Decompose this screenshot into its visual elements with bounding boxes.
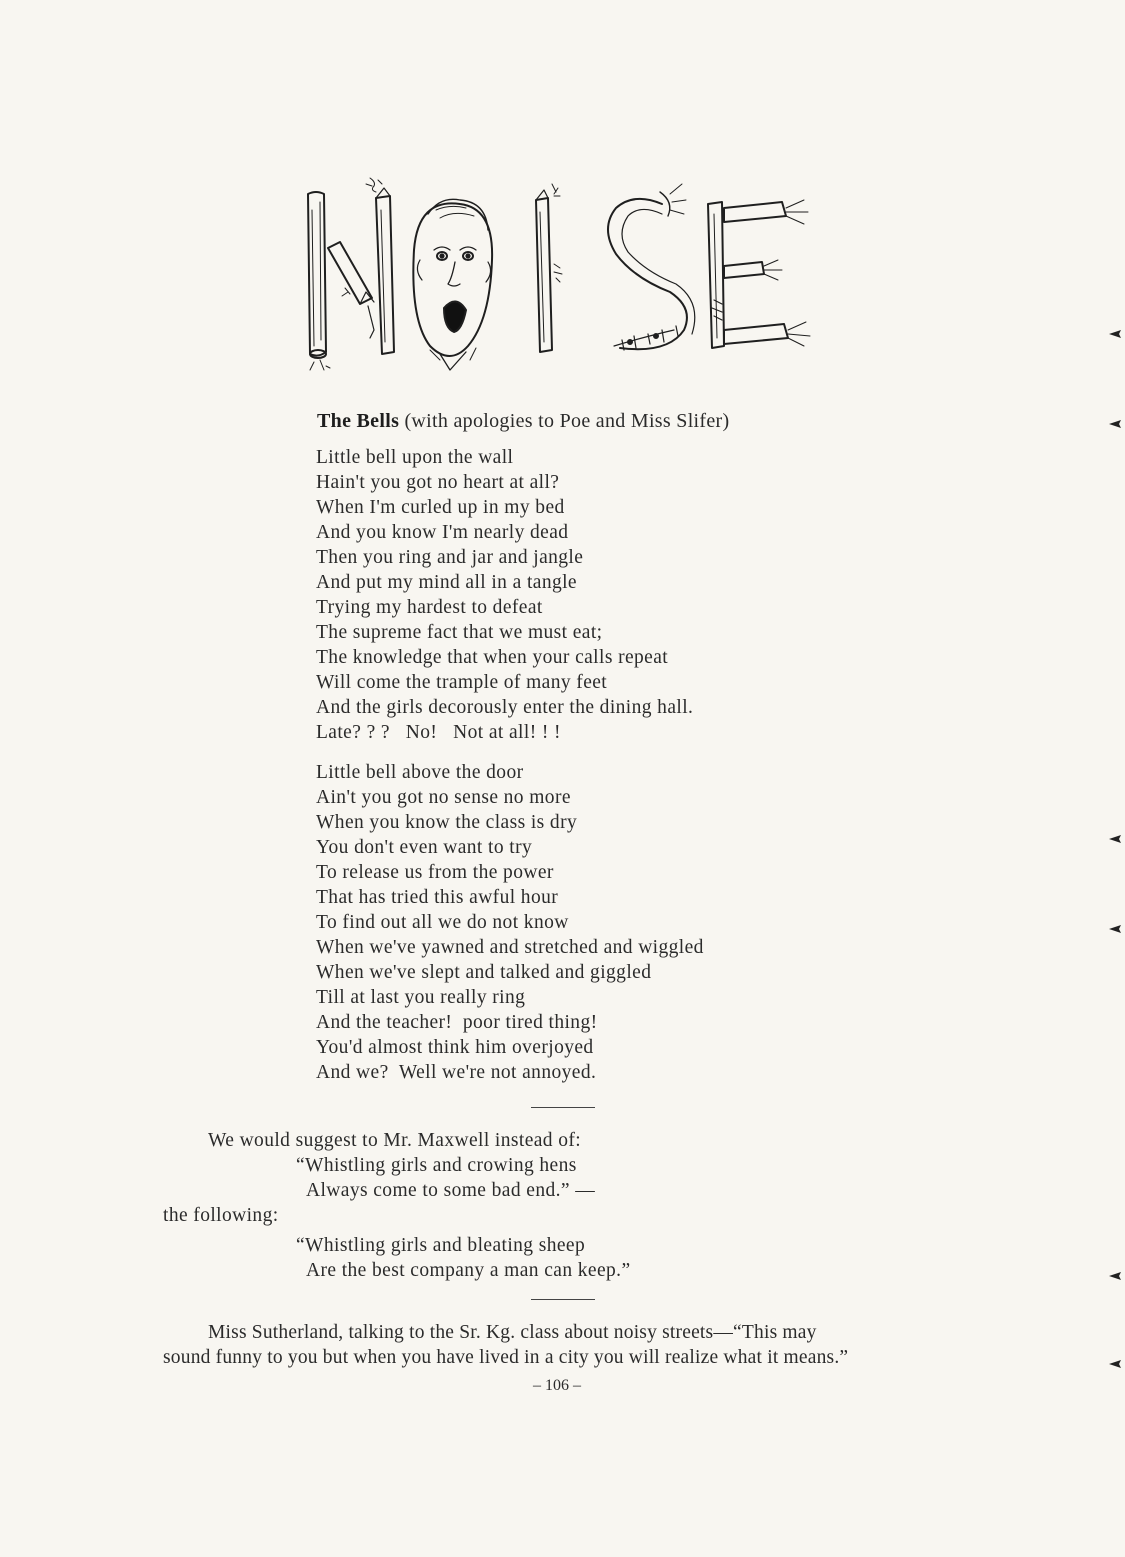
poem-line: When we've yawned and stretched and wiggled [316, 937, 704, 958]
poem-line: And we? Well we're not annoyed. [316, 1062, 597, 1083]
poem-line: When I'm curled up in my bed [316, 497, 565, 518]
binding-mark-icon [1109, 420, 1121, 428]
poem-line: When we've slept and talked and giggled [316, 962, 652, 983]
poem-line: When you know the class is dry [316, 812, 578, 833]
poem-line: To release us from the power [316, 862, 554, 883]
binding-mark-icon [1109, 330, 1121, 338]
poem-line: And put my mind all in a tangle [316, 572, 577, 593]
poem-subtitle: (with apologies to Poe and Miss Slifer) [404, 410, 730, 432]
poem-line: Then you ring and jar and jangle [316, 547, 584, 568]
letter-n-drawing [308, 178, 394, 370]
suggestion-intro: We would suggest to Mr. Maxwell instead of: [208, 1130, 582, 1151]
binding-mark-icon [1109, 1360, 1121, 1368]
quote-1-line-2: Always come to some bad end.” — [306, 1180, 596, 1201]
poem-line: To find out all we do not know [316, 912, 569, 933]
poem-line: Little bell above the door [316, 762, 524, 783]
poem-stanza-2 [316, 760, 704, 1085]
letter-o-face-drawing [413, 199, 492, 370]
poem-line: You'd almost think him overjoyed [316, 1037, 594, 1058]
poem-line: Will come the trample of many feet [316, 672, 608, 693]
letter-e-drawing [708, 200, 810, 348]
anecdote-line-2: sound funny to you but when you have lived in a city you will realize what it means.” [163, 1347, 849, 1368]
binding-mark-icon [1109, 835, 1121, 843]
poem-line: Late? ? ? No! Not at all! ! ! [316, 722, 561, 743]
poem-heading [317, 410, 729, 433]
poem-line: Trying my hardest to defeat [316, 597, 543, 618]
poem-line: The knowledge that when your calls repeat [316, 647, 669, 668]
letter-i-drawing [536, 184, 562, 352]
binding-mark-icon [1109, 1272, 1121, 1280]
poem-line: That has tried this awful hour [316, 887, 559, 908]
letter-s-drawing [608, 184, 695, 350]
quote-2-line-1: “Whistling girls and bleating sheep [296, 1235, 586, 1256]
suggestion-transition: the following: [163, 1205, 279, 1226]
anecdote-line-1: Miss Sutherland, talking to the Sr. Kg. class about noisy streets—“This may [208, 1322, 817, 1343]
page-number: – 106 – [533, 1377, 581, 1394]
section-divider [531, 1107, 595, 1108]
noise-title-illustration [290, 170, 830, 380]
quote-1-line-1: “Whistling girls and crowing hens [296, 1155, 577, 1176]
poem-line: You don't even want to try [316, 837, 533, 858]
poem-stanza-1 [316, 445, 693, 745]
poem-line: Little bell upon the wall [316, 447, 514, 468]
poem-line: And the teacher! poor tired thing! [316, 1012, 598, 1033]
poem-title: The Bells [317, 410, 400, 432]
poem-line: The supreme fact that we must eat; [316, 622, 603, 643]
section-divider [531, 1299, 595, 1300]
poem-line: And the girls decorously enter the dining hall. [316, 697, 694, 718]
anecdote-paragraph [163, 1320, 963, 1370]
poem-line: Till at last you really ring [316, 987, 526, 1008]
binding-mark-icon [1109, 925, 1121, 933]
poem-line: Ain't you got no sense no more [316, 787, 571, 808]
poem-line: And you know I'm nearly dead [316, 522, 569, 543]
quote-2-line-2: Are the best company a man can keep.” [306, 1260, 631, 1281]
poem-line: Hain't you got no heart at all? [316, 472, 560, 493]
